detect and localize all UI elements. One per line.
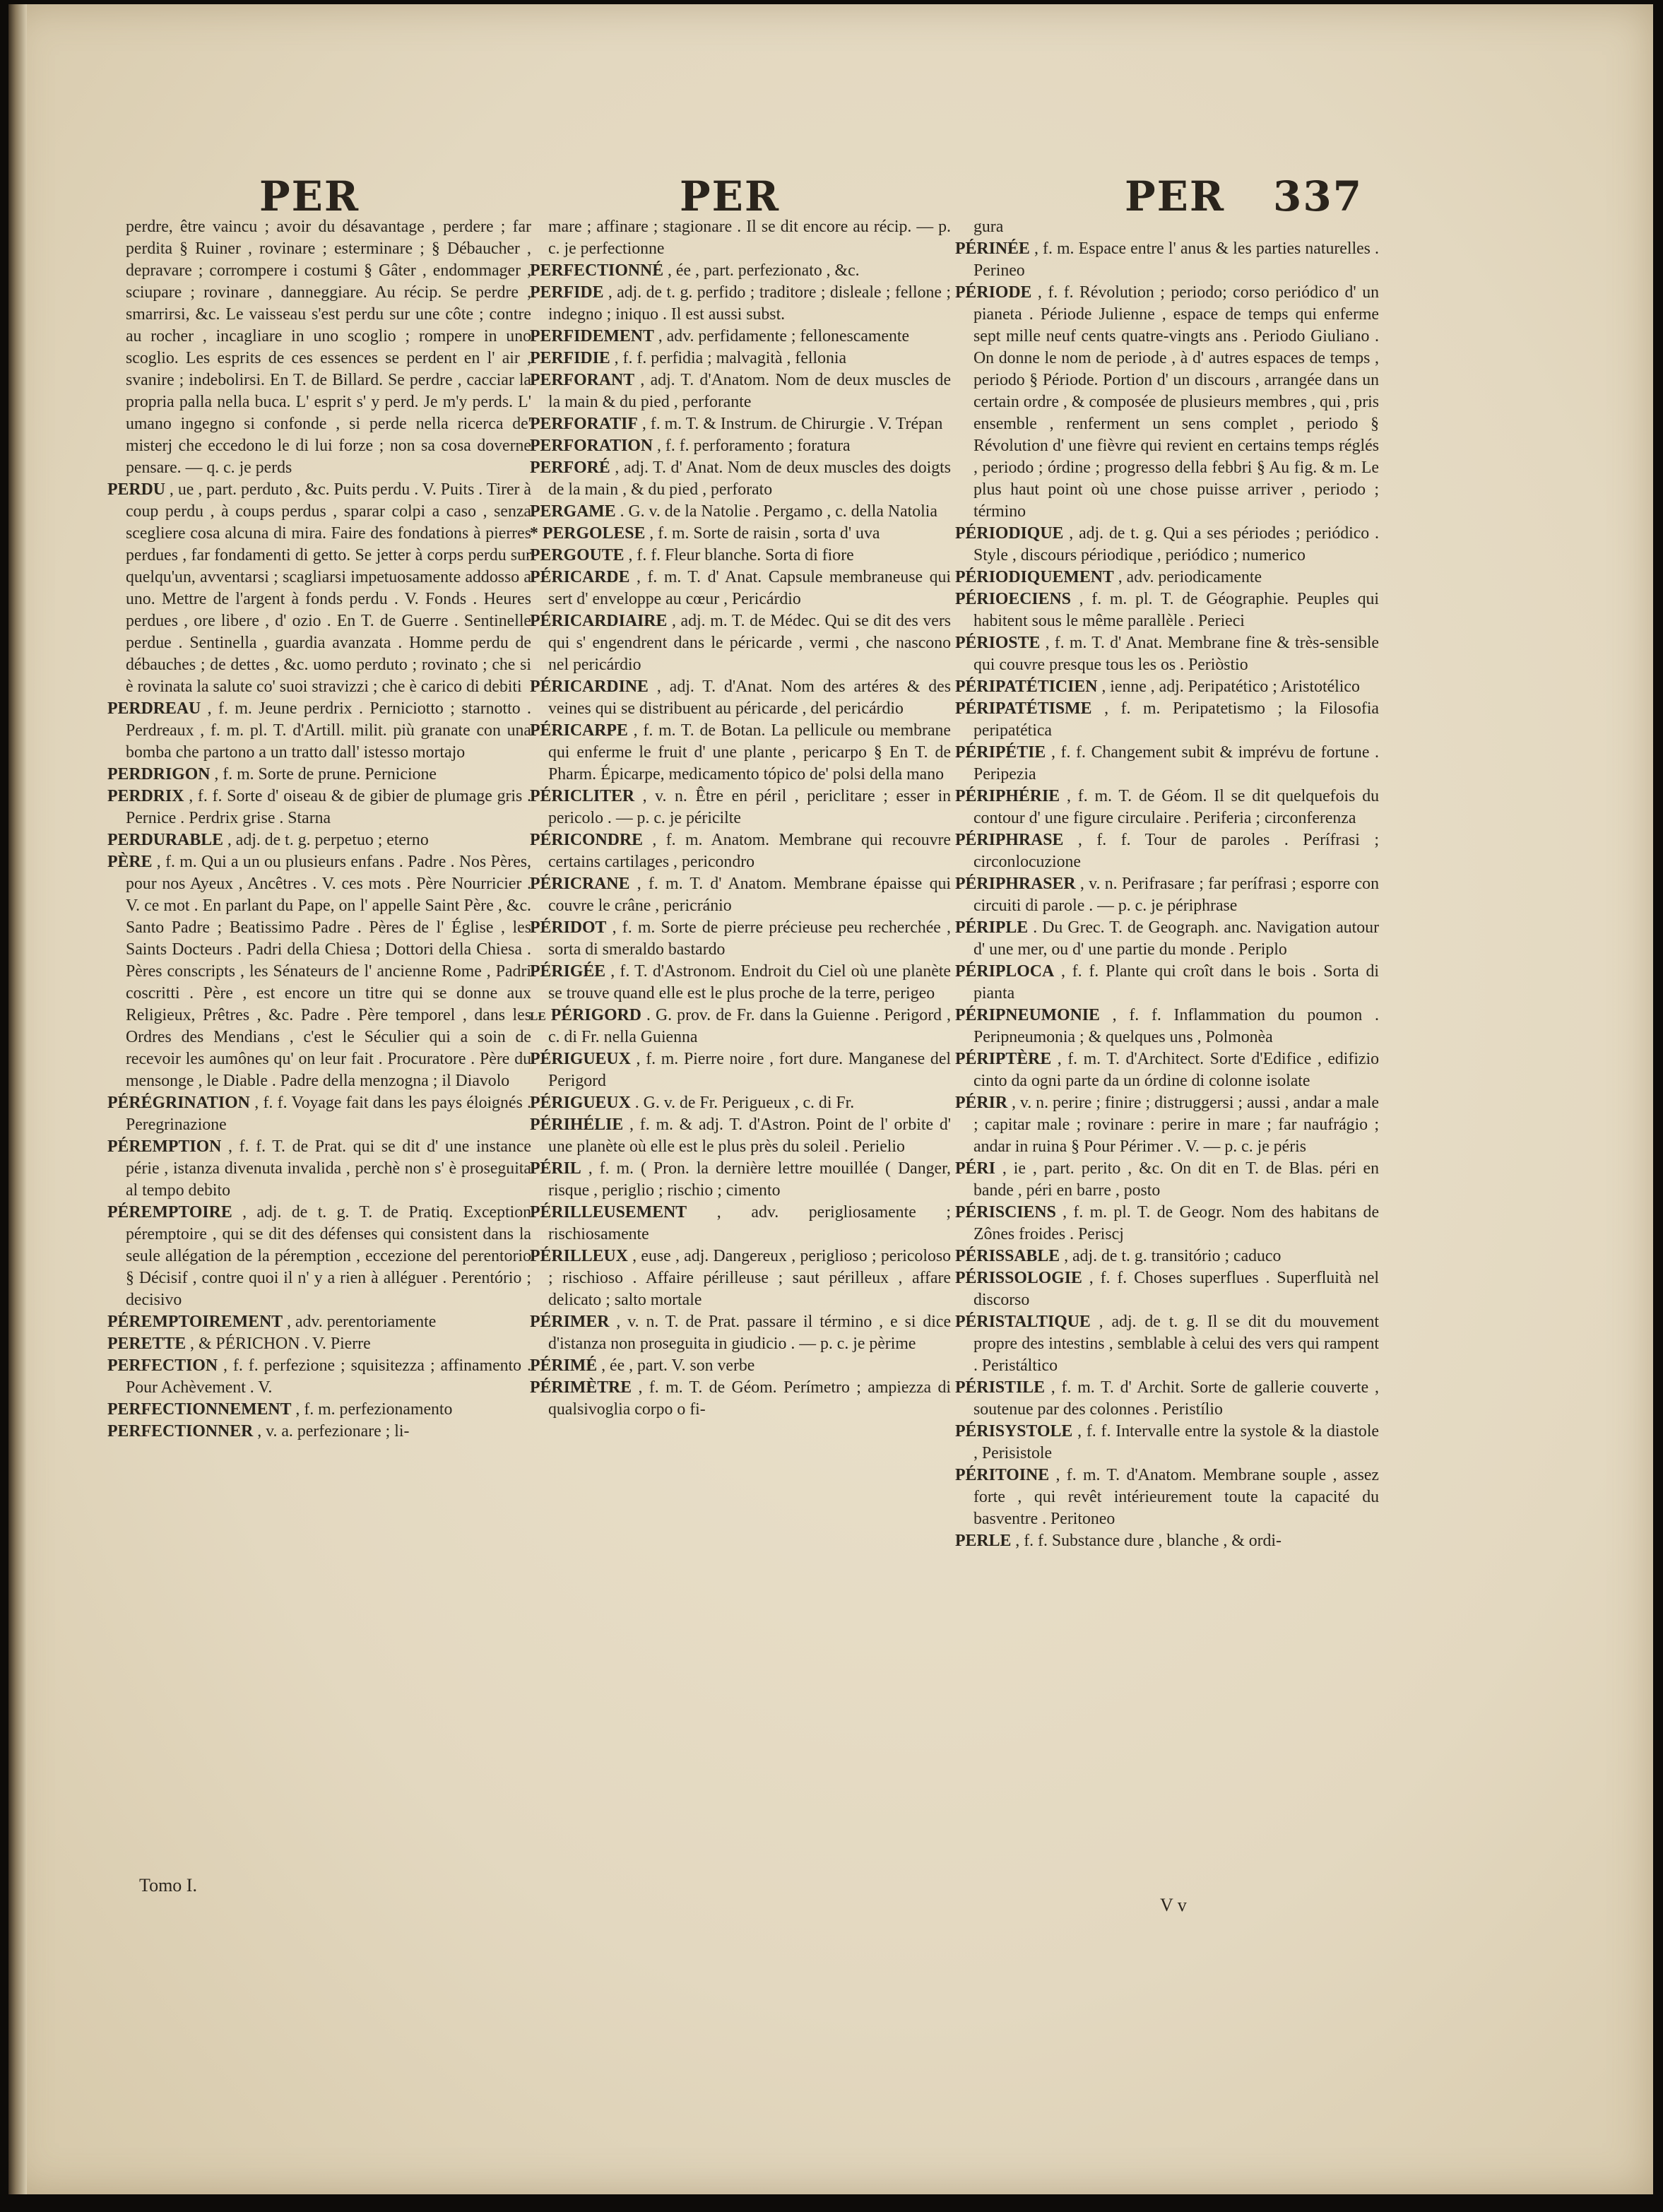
entry-headword: PÉRIPLE [955,918,1029,937]
entry-headword: PÉRIODE [955,283,1032,302]
entry-definition: , adj. T. d'Anat. Nom des artéres & des veines qui se distribuent au péricarde , del pericárdio [548,678,951,718]
entry-definition: perdre, être vaincu ; avoir du désavantage , perdere ; far perdita § Ruiner , rovinare ; esterminare ; § Débaucher , depravare ; corrompere i costumi § Gâter , endommager , sciupare ; rovinare , danneggiare. Au récip. Se perdre , smarrirsi, &c. Le vaisseau s'est perdu sur une côte ; contre au rocher , incagliare in uno scoglio ; rompere in uno scoglio. Les esprits de ces essences se perdent en l' air , svanire ; indebolirsi. En T. de Billard. Se perdre , cacciar la propria palla nella buca. L' esprit s' y perd. Je m'y perds. L' umano ingegno si confonde , si perde nella ricerca de' misterj che eccedono le di lui forze ; non sa cosa doverne pensare. — q. c. je perds [126,218,531,477]
dictionary-entry [107,851,531,1092]
entry-definition: , f. m. T. d'Architect. Sorte d'Edifice , edifizio cinto da ogni parte da un órdine di colonne isolate [973,1050,1379,1090]
dictionary-entry [530,1246,951,1311]
entry-definition: , ée , part. V. son verbe [601,1356,755,1375]
dictionary-entry [955,1377,1379,1421]
entry-headword: PERFECTIONNÉ [530,261,664,280]
entry-definition: , f. f. Inflammation du poumon . Peripneumonia ; & quelques uns , Polmonèa [973,1006,1379,1046]
entry-headword: PERFIDEMENT [530,327,654,345]
dictionary-entry [107,1399,531,1421]
entry-headword: PERETTE [107,1335,187,1353]
entry-definition: , f. f. perfezione ; squisitezza ; affinamento . Pour Achèvement . V. [126,1356,531,1397]
entry-headword: PÉRIPHÉRIE [955,787,1060,805]
entry-definition: , f. m. T. d' Anatom. Membrane épaisse qui couvre le crâne , pericránio [548,875,951,915]
entry-headword: PÉRIPTÈRE [955,1050,1052,1068]
entry-definition: , f. m. pl. T. de Géographie. Peuples qui habitent sous le même parallèle . Perieci [973,590,1379,630]
dictionary-entry [107,786,531,829]
running-header-left: PER [259,172,360,220]
dictionary-entry [955,1092,1379,1158]
entry-definition: , adj. m. T. de Médec. Qui se dit des vers qui s' engendrent dans le péricarde , vermi , che nascono nel pericárdio [548,612,951,674]
entry-definition: , f. m. Sorte de raisin , sorta d' uva [649,524,880,543]
entry-definition: , f. f. Voyage fait dans les pays éloignés . Peregrinazione [126,1094,531,1134]
entry-headword: PÉRILLEUX [530,1247,628,1265]
entry-headword: PÉRIMÈTRE [530,1378,632,1397]
entry-definition: , f. m. & adj. T. d'Astron. Point de l' orbite d' une planète où elle est le plus près du soleil . Perielio [548,1116,951,1156]
entry-definition: , f. m. T. de Géom. Perímetro ; ampiezza di qualsivoglia corpo o fi- [548,1378,951,1419]
entry-definition: , v. a. perfezionare ; li- [257,1422,410,1441]
entry-headword: PÉRILLEUSEMENT [530,1203,687,1222]
dictionary-entry [955,676,1379,698]
dictionary-entry [955,917,1379,961]
dictionary-entry [530,369,951,413]
entry-headword: PÉRIPNEUMONIE [955,1006,1100,1024]
entry-definition: . G. v. de Fr. Perigueux , c. di Fr. [634,1094,855,1112]
entry-headword: PÉRIPLOCA [955,962,1055,981]
dictionary-entry [530,545,951,567]
column-right [955,216,1379,1905]
dictionary-entry [530,1158,951,1202]
dictionary-entry [530,435,951,457]
entry-definition: , v. n. T. de Prat. passare il término , e si dice d'istanza non proseguita in giudicio . — p. c. je pèrime [548,1313,951,1353]
dictionary-entry [955,1202,1379,1246]
entry-definition: , f. m. T. d' Anat. Membrane fine & très-sensible qui couvre presque tous les os . Periòstio [973,634,1379,674]
entry-headword: PÉRIL [530,1159,581,1178]
dictionary-entry [955,1530,1379,1552]
entry-definition: , f. m. T. d' Anat. Capsule membraneuse qui sert d' enveloppe au cœur , Pericárdio [548,568,951,608]
entry-definition: , f. m. Sorte de pierre précieuse peu recherchée , sorta di smeraldo bastardo [548,918,951,959]
entry-headword: PERFORATION [530,437,653,455]
entry-headword: PÉRIOSTE [955,634,1041,652]
entry-headword: PÉREMPTION [107,1137,222,1156]
dictionary-page [8,4,1653,2194]
dictionary-entry [530,523,951,545]
dictionary-entry [530,1311,951,1355]
entry-definition: , adv. perfidamente ; fellonescamente [658,327,910,345]
dictionary-entry [530,1377,951,1421]
entry-definition: , f. m. ( Pron. la dernière lettre mouillée ( Danger, risque , periglio ; rischio ; cimento [548,1159,951,1200]
dictionary-entry [530,873,951,917]
entry-definition: , adj. T. d'Anatom. Nom de deux muscles de la main & du pied , perforante [548,371,951,411]
entry-headword: PÉRIPHRASER [955,875,1076,893]
dictionary-entry [107,698,531,764]
entry-definition: , adv. periodicamente [1118,568,1262,586]
entry-headword: * PERGOLESE [530,524,646,543]
entry-definition: , adj. de t. g. Qui a ses périodes ; periódico . Style , discours périodique , periódico ; numerico [973,524,1379,564]
dictionary-entry [107,1136,531,1202]
entry-headword: PÉRIPHRASE [955,831,1064,849]
entry-definition: , f. f. perfidia ; malvagità , fellonia [614,349,847,367]
entry-headword: PÉRIGUEUX [530,1094,631,1112]
entry-headword: PÉRIPATÉTISME [955,699,1092,718]
dictionary-entry [955,873,1379,917]
entry-definition: , f. m. Sorte de prune. Pernicione [214,765,437,783]
entry-headword: PERFIDE [530,283,604,302]
dictionary-entry [107,216,531,479]
entry-headword: PÉRISSABLE [955,1247,1060,1265]
entry-definition: , adv. perigliosamente ; rischiosamente [548,1203,951,1243]
entry-definition: . G. v. de la Natolie . Pergamo , c. della Natolia [620,502,937,521]
column-left [107,216,531,1905]
entry-headword: PÉRICLITER [530,787,635,805]
dictionary-entry [955,523,1379,567]
entry-headword: PÉRIHÉLIE [530,1116,624,1134]
entry-headword: PÉRIPÉTIE [955,743,1046,762]
entry-headword: PÉRISSOLOGIE [955,1269,1082,1287]
signature-mark: V v [1160,1895,1187,1915]
entry-definition: , f. f. Choses superflues . Superfluità nel discorso [973,1269,1379,1309]
dictionary-entry [530,917,951,961]
entry-headword: PERFECTION [107,1356,218,1375]
dictionary-entry [955,1311,1379,1377]
dictionary-entry [955,786,1379,829]
dictionary-entry [107,1421,531,1443]
dictionary-entry [955,742,1379,786]
dictionary-entry [955,1005,1379,1048]
entry-definition: , f. m. Qui a un ou plusieurs enfans . Padre . Nos Pères, pour nos Ayeux , Ancêtres . V. ces mots . Père Nourricier . V. ce mot . En parlant du Pape, on l' appelle Saint Père , &c. Santo Padre ; Beatissimo Padre . Pères de l' Église , les Saints Docteurs . Padri della Chiesa ; Dottori della Chiesa . Pères conscripts , les Sénateurs de l' ancienne Rome , Padri coscritti . Père , est encore un titre qui se donne aux Religieux, Prêtres , &c. Padre . Père temporel , dans les Ordres des Mendians , c'est le Séculier qui a soin de recevoir les aumônes qu' on leur fait . Procuratore . Père du mensonge , le Diable . Padre della menzogna ; il Diavolo [126,853,531,1090]
dictionary-entry [107,829,531,851]
page-number: 337 [1273,172,1363,220]
entry-definition: , adv. perentoriamente [287,1313,437,1331]
entry-headword: PERFORANT [530,371,635,389]
entry-definition: , adj. de t. g. perfido ; traditore ; disleale ; fellone ; indegno ; iniquo . Il est aussi subst. [548,283,951,324]
dictionary-entry [955,829,1379,873]
entry-definition: , f. m. Pierre noire , fort dure. Manganese del Perigord [548,1050,951,1090]
dictionary-entry [955,632,1379,676]
running-header-center: PER [680,172,781,220]
dictionary-entry [530,720,951,786]
entry-headword: PERDU [107,480,165,499]
entry-headword: PERDREAU [107,699,201,718]
entry-headword: PÉRISTILE [955,1378,1045,1397]
dictionary-entry [955,961,1379,1005]
entry-definition: , f. m. Anatom. Membrane qui recouvre certains cartilages , pericondro [548,831,951,871]
dictionary-entry [530,1114,951,1158]
entry-headword: PÉRINÉE [955,239,1030,258]
entry-headword: PERLE [955,1532,1012,1550]
entry-headword: PÉRIDOT [530,918,607,937]
dictionary-entry [955,567,1379,589]
dictionary-entry [530,326,951,348]
entry-definition: , f. m. perfezionamento [295,1400,453,1419]
entry-definition: , adj. T. d' Anat. Nom de deux muscles des doigts de la main , & du pied , perforato [548,459,951,499]
entry-headword: PÉREMPTOIRE [107,1203,232,1222]
entry-headword: PÉRICARPE [530,721,628,740]
dictionary-entry [530,1355,951,1377]
dictionary-entry [955,1465,1379,1530]
entry-headword: PERFORÉ [530,459,610,477]
entry-headword: PERFECTIONNER [107,1422,254,1441]
dictionary-entry [530,676,951,720]
dictionary-entry [955,1158,1379,1202]
entry-headword: PÉRISTALTIQUE [955,1313,1091,1331]
tome-label: Tomo I. [139,1875,197,1895]
entry-definition: gura [973,218,1004,236]
entry-headword: PERGOUTE [530,546,625,564]
entry-definition: , f. m. T. & Instrum. de Chirurgie . V. Trépan [641,415,943,433]
entry-definition: , f. m. Jeune perdrix . Perniciotto ; starnotto . Perdreaux , f. m. pl. T. d'Artill. milit. più granate con una bomba che partono a un tratto dall' istesso mortajo [126,699,531,762]
dictionary-entry [955,216,1379,238]
entry-definition: , euse , adj. Dangereux , periglioso ; pericoloso ; rischioso . Affaire périlleuse ; saut périlleux , affare delicato ; salto mortale [548,1247,951,1309]
running-header-right: PER [1125,172,1226,220]
entry-headword: PÉRIMÉ [530,1356,598,1375]
entry-definition: , f. f. Révolution ; periodo; corso periódico d' un pianeta . Période Julienne , espace de temps qui enferme sept mille neuf cents quatre-vingts ans . Periodo Giuliano . On donne le nom de periode , à d' autres espaces de temps , periodo § Période. Portion d' un discours , arrangée dans un certain ordre , & composée de plusieurs membres , qui , pris ensemble , renferment un sens complet , periodo § Révolution d' une fièvre qui revient en certains temps réglés , periodo ; órdine ; progresso della febbri § Au fig. & m. Le plus haut point où une chose puisse arriver , periodo ; término [973,283,1379,521]
entry-headword: PÉRIPATÉTICIEN [955,678,1098,696]
dictionary-entry [107,1092,531,1136]
dictionary-entry [530,457,951,501]
column-center [530,216,951,1905]
dictionary-entry [955,1246,1379,1267]
entry-definition: , f. f. Plante qui croît dans le bois . Sorta di pianta [973,962,1379,1003]
entry-definition: , adj. de t. g. T. de Pratiq. Exception péremptoire , qui se dit des défenses qui consistent dans la seule allégation de la péremption , eccezione del perentorio § Décisif , contre quoi il n' y a rien à alléguer . Perentório ; decisivo [126,1203,531,1309]
entry-definition: , f. f. Substance dure , blanche , & ordi- [1015,1532,1282,1550]
entry-headword: PÉRICRANE [530,875,630,893]
entry-definition: , f. f. perforamento ; foratura [657,437,851,455]
entry-headword: le PÉRIGORD [530,1006,641,1024]
entry-headword: PERDRIX [107,787,184,805]
dictionary-entry [530,610,951,676]
dictionary-entry [530,1048,951,1092]
entry-definition: mare ; affinare ; stagionare . Il se dit encore au récip. — p. c. je perfectionne [548,218,951,258]
entry-definition: , ée , part. perfezionato , &c. [668,261,860,280]
dictionary-entry [955,1048,1379,1092]
entry-definition: , f. f. T. de Prat. qui se dit d' une instance périe , istanza divenuta invalida , perchè non s' è proseguita al tempo debito [126,1137,531,1200]
entry-headword: PERGAME [530,502,616,521]
entry-definition: . Du Grec. T. de Geograph. anc. Navigation autour d' une mer, ou d' une partie du monde . Periplo [973,918,1379,959]
entry-definition: , f. f. Changement subit & imprévu de fortune . Peripezia [973,743,1379,783]
entry-headword: PÉREMPTOIREMENT [107,1313,283,1331]
dictionary-entry [107,479,531,698]
entry-headword: PÉRICARDE [530,568,630,586]
dictionary-entry [955,589,1379,632]
entry-headword: PÉRICARDIAIRE [530,612,668,630]
entry-headword: PERFIDIE [530,349,610,367]
entry-definition: , adj. de t. g. Il se dit du mouvement propre des intestins , semblable à celui des vers qui rampent . Peristáltico [973,1313,1379,1375]
dictionary-entry [955,282,1379,523]
entry-definition: , f. m. pl. T. de Geogr. Nom des habitans de Zônes froides . Periscj [973,1203,1379,1243]
entry-definition: , f. m. Espace entre l' anus & les parties naturelles . Perineo [973,239,1379,280]
dictionary-entry [530,413,951,435]
dictionary-entry [530,501,951,523]
entry-definition: , f. m. T. de Géom. Il se dit quelquefois du contour d' une figure circulaire . Periferia ; circonferenza [973,787,1379,827]
entry-headword: PÉRIODIQUEMENT [955,568,1114,586]
entry-headword: PÉRIODIQUE [955,524,1064,543]
entry-headword: PÉRÉGRINATION [107,1094,250,1112]
entry-headword: PÈRE [107,853,153,871]
dictionary-entry [530,786,951,829]
entry-definition: , f. f. Tour de paroles . Perífrasi ; circonlocuzione [973,831,1379,871]
entry-headword: PERDURABLE [107,831,223,849]
entry-definition: , v. n. perire ; finire ; distruggersi ; aussi , andar a male ; capitar male ; rovinare : perire in mare ; far naufrágio ; andar in ruina § Pour Périmer . V. — p. c. je péris [973,1094,1379,1156]
dictionary-entry [107,1311,531,1333]
dictionary-entry [955,1267,1379,1311]
entry-definition: , adj. de t. g. transitório ; caduco [1064,1247,1282,1265]
entry-headword: PÉRIMER [530,1313,610,1331]
dictionary-entry [530,348,951,369]
entry-headword: PERFECTIONNEMENT [107,1400,292,1419]
entry-definition: , f. m. T. d' Archit. Sorte de gallerie couverte , soutenue par des colonnes . Peristílio [973,1378,1379,1419]
entry-headword: PÉRISYSTOLE [955,1422,1073,1441]
dictionary-entry [955,1421,1379,1465]
dictionary-entry [955,698,1379,742]
book-spine [8,4,27,2194]
dictionary-entry [107,764,531,786]
entry-definition: , f. f. Intervalle entre la systole & la diastole , Perisistole [973,1422,1379,1462]
entry-definition: , f. f. Fleur blanche. Sorta di fiore [628,546,854,564]
entry-definition: , f. m. T. d'Anatom. Membrane souple , assez forte , qui revêt intérieurement toute la capacité du basventre . Peritoneo [973,1466,1379,1528]
entry-definition: , f. f. Sorte d' oiseau & de gibier de plumage gris . Pernice . Perdrix grise . Starna [126,787,531,827]
entry-headword: PERDRIGON [107,765,211,783]
dictionary-entry [107,1355,531,1399]
entry-headword: PÉRIGUEUX [530,1050,631,1068]
entry-definition: , ue , part. perduto , &c. Puits perdu . V. Puits . Tirer à coup perdu , à coups perdus , sparar colpi a caso , senza scegliere cosa alcuna di mira. Faire des fondations à pierres perdues , far fondamenti di getto. Se jetter à corps perdu sur quelqu'un, avventarsi ; scagliarsi impetuosamente addosso a uno. Mettre de l'argent à fonds perdu . V. Fonds . Heures perdues , ore libere , d' ozio . En T. de Guerre . Sentinelle perdue . Sentinella , guardia avanzata . Homme perdu de débauches ; de dettes , &c. uomo perduto ; rovinato ; che si è rovinata la salute co' suoi stravizzi ; che è carico di debiti [126,480,531,696]
entry-headword: PÉRIR [955,1094,1008,1112]
entry-definition: . G. prov. de Fr. dans la Guienne . Perigord , c. di Fr. nella Guienna [548,1006,951,1046]
dictionary-entry [530,961,951,1005]
entry-definition: , ienne , adj. Peripatético ; Aristotélico [1101,678,1360,696]
entry-headword: PÉRICONDRE [530,831,643,849]
dictionary-entry [530,567,951,610]
dictionary-entry [107,1333,531,1355]
entry-definition: , & PÉRICHON . V. Pierre [190,1335,371,1353]
entry-headword: PERFORATIF [530,415,638,433]
entry-definition: , adj. de t. g. perpetuo ; eterno [227,831,429,849]
dictionary-entry [530,829,951,873]
entry-headword: PÉRICARDINE [530,678,649,696]
entry-headword: PÉRI [955,1159,995,1178]
entry-definition: , v. n. Être en péril , periclitare ; esser in pericolo . — p. c. je péricilte [548,787,951,827]
entry-headword: PÉRISCIENS [955,1203,1056,1222]
dictionary-entry [530,260,951,282]
entry-definition: , f. m. T. de Botan. La pellicule ou membrane qui enferme le fruit d' une plante , pericarpo § En T. de Pharm. Épicarpe, medicamento tópico de' polsi della mano [548,721,951,783]
entry-definition: , f. m. Peripatetismo ; la Filosofia peripatética [973,699,1379,740]
dictionary-entry [530,282,951,326]
entry-definition: , f. T. d'Astronom. Endroit du Ciel où une planète se trouve quand elle est le plus proche de la terre, perigeo [548,962,951,1003]
dictionary-entry [530,1005,951,1048]
dictionary-entry [530,1092,951,1114]
entry-headword: PÉRITOINE [955,1466,1050,1484]
dictionary-entry [530,216,951,260]
entry-definition: , v. n. Perifrasare ; far perífrasi ; esporre con circuiti di parole . — p. c. je périphrase [973,875,1379,915]
dictionary-entry [530,1202,951,1246]
entry-headword: PÉRIOECIENS [955,590,1071,608]
entry-headword: PÉRIGÉE [530,962,606,981]
dictionary-entry [955,238,1379,282]
dictionary-entry [107,1202,531,1311]
entry-definition: , ie , part. perito , &c. On dit en T. de Blas. péri en bande , péri en barre , posto [973,1159,1379,1200]
